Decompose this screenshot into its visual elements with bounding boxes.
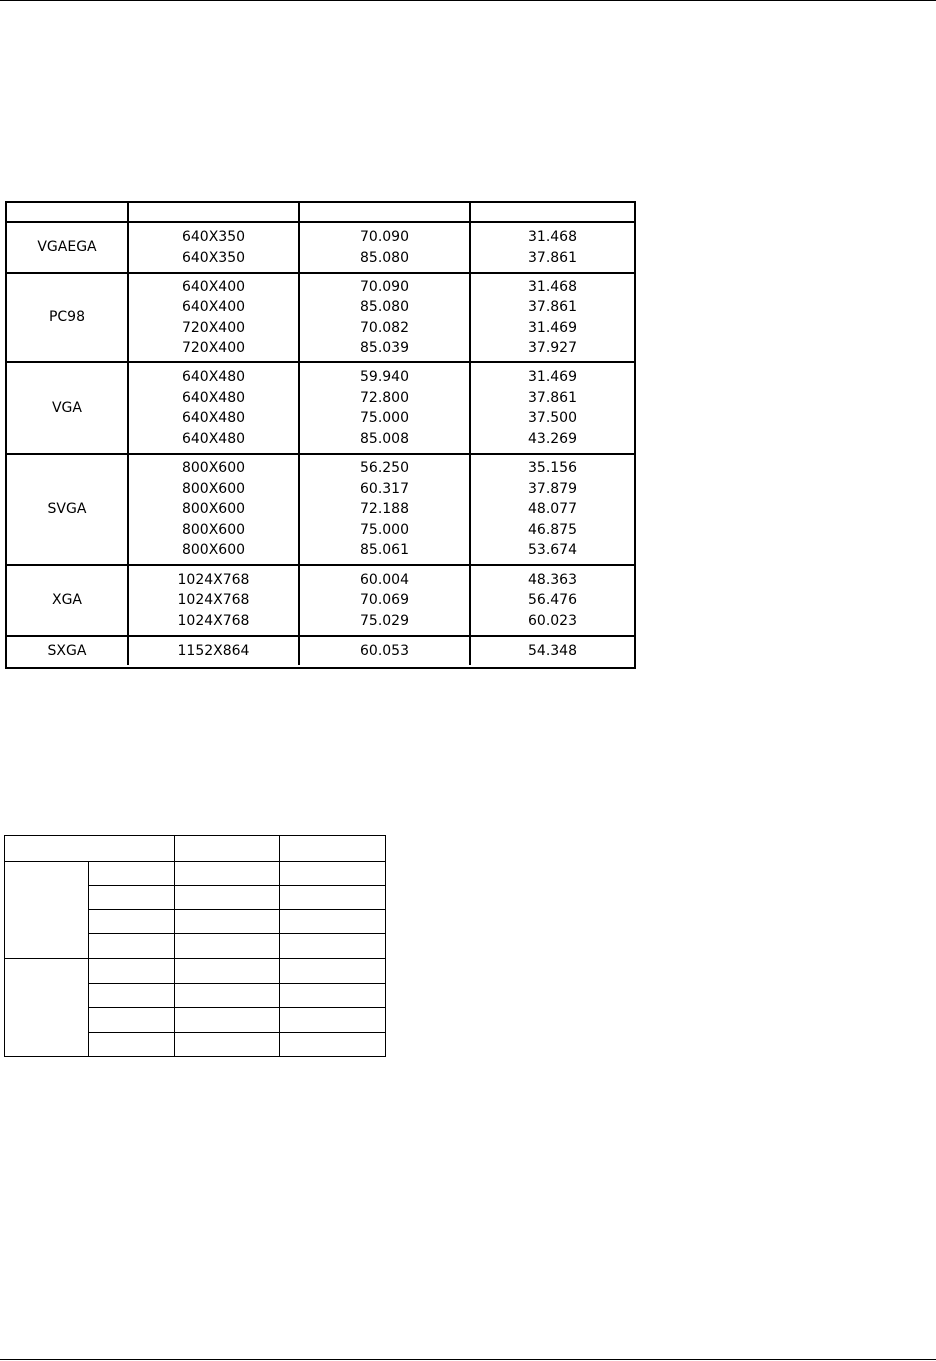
vertical-frequency-value: 85.080 xyxy=(360,249,409,266)
vertical-frequency-value: 70.082 xyxy=(360,319,409,336)
mode-cell xyxy=(7,455,129,564)
vertical-frequency-value: 85.080 xyxy=(360,299,409,315)
vertical-frequency-value: 85.039 xyxy=(360,340,409,356)
resolution-value: 640X480 xyxy=(181,430,246,447)
vertical-frequency-cell xyxy=(300,637,471,665)
vertical-frequency-value: 75.029 xyxy=(360,612,409,629)
mode-label: SXGA xyxy=(47,642,87,659)
table-header-row xyxy=(7,203,634,223)
vertical-frequency-value: 56.250 xyxy=(360,460,409,477)
bottom-rule xyxy=(0,1359,936,1360)
vertical-frequency-value: 70.090 xyxy=(360,278,409,295)
header-cell-mode xyxy=(7,203,129,221)
horizontal-frequency-value: 46.875 xyxy=(528,521,577,538)
mode-label: VGA xyxy=(51,399,82,416)
grid-line xyxy=(385,835,386,1057)
horizontal-frequency-cell xyxy=(471,637,634,665)
resolution-value: 800X600 xyxy=(181,460,246,477)
vertical-frequency-cell xyxy=(300,223,471,272)
resolution-value: 800X600 xyxy=(181,542,246,559)
horizontal-frequency-value: 53.674 xyxy=(528,542,577,559)
horizontal-frequency-value: 54.348 xyxy=(528,642,577,659)
resolution-value: 1024X768 xyxy=(177,571,250,588)
horizontal-frequency-value: 31.468 xyxy=(528,229,577,245)
resolution-cell xyxy=(129,274,300,361)
table-group xyxy=(7,566,634,637)
resolution-cell xyxy=(129,363,300,453)
resolution-value: 800X600 xyxy=(181,521,246,538)
vertical-frequency-value: 70.090 xyxy=(360,229,409,245)
horizontal-frequency-value: 37.879 xyxy=(528,480,577,497)
resolution-value: 640X400 xyxy=(181,278,246,295)
resolution-value: 640X480 xyxy=(181,410,246,426)
mode-label: SVGA xyxy=(47,501,87,518)
resolution-value: 720X400 xyxy=(181,319,246,336)
horizontal-frequency-value: 37.861 xyxy=(528,389,577,406)
mode-cell xyxy=(7,274,129,361)
grid-line xyxy=(88,983,386,984)
vertical-frequency-value: 60.004 xyxy=(360,571,409,588)
horizontal-frequency-value: 37.927 xyxy=(528,340,577,356)
horizontal-frequency-value: 43.269 xyxy=(528,430,577,447)
horizontal-frequency-value: 31.469 xyxy=(528,319,577,336)
horizontal-frequency-cell xyxy=(471,566,634,635)
vertical-frequency-value: 75.000 xyxy=(360,521,409,538)
grid-line xyxy=(4,1056,386,1057)
empty-grid-table xyxy=(4,835,386,1057)
resolution-value: 1024X768 xyxy=(177,592,250,609)
horizontal-frequency-value: 31.469 xyxy=(528,369,577,385)
horizontal-frequency-value: 56.476 xyxy=(528,592,577,609)
horizontal-frequency-value: 35.156 xyxy=(528,460,577,477)
horizontal-frequency-value: 37.861 xyxy=(528,249,577,266)
mode-cell xyxy=(7,363,129,453)
grid-line xyxy=(4,835,5,1057)
table-group xyxy=(7,223,634,274)
resolution-value: 720X400 xyxy=(181,340,246,356)
resolution-cell xyxy=(129,566,300,635)
resolution-cell xyxy=(129,223,300,272)
resolution-value: 1024X768 xyxy=(177,612,250,629)
mode-label: VGAEGA xyxy=(37,239,97,256)
header-cell-vertical-frequency xyxy=(300,203,471,221)
vertical-frequency-cell xyxy=(300,455,471,564)
table-group xyxy=(7,274,634,363)
vertical-frequency-value: 70.069 xyxy=(360,592,409,609)
grid-line xyxy=(88,909,386,910)
grid-line xyxy=(4,861,386,862)
mode-label: PC98 xyxy=(48,309,86,326)
horizontal-frequency-value: 60.023 xyxy=(528,612,577,629)
horizontal-frequency-value: 37.500 xyxy=(528,410,577,426)
vertical-frequency-value: 60.317 xyxy=(360,480,409,497)
grid-line xyxy=(88,933,386,934)
header-cell-horizontal-frequency xyxy=(471,203,634,221)
mode-label: XGA xyxy=(51,592,83,609)
vertical-frequency-cell xyxy=(300,274,471,361)
resolution-value: 640X350 xyxy=(181,229,246,245)
resolution-cell xyxy=(129,637,300,665)
horizontal-frequency-value: 48.363 xyxy=(528,571,577,588)
vertical-frequency-cell xyxy=(300,566,471,635)
horizontal-frequency-cell xyxy=(471,455,634,564)
table-group xyxy=(7,363,634,455)
vertical-frequency-value: 72.800 xyxy=(360,389,409,406)
header-cell-resolution xyxy=(129,203,300,221)
grid-line xyxy=(4,958,386,959)
mode-cell xyxy=(7,566,129,635)
grid-line xyxy=(88,1032,386,1033)
grid-line xyxy=(88,1007,386,1008)
vertical-frequency-value: 72.188 xyxy=(360,501,409,518)
horizontal-frequency-value: 37.861 xyxy=(528,299,577,315)
vertical-frequency-value: 59.940 xyxy=(360,369,409,385)
vertical-frequency-value: 85.061 xyxy=(360,542,409,559)
horizontal-frequency-value: 48.077 xyxy=(528,501,577,518)
grid-line xyxy=(174,835,175,1057)
grid-line xyxy=(88,885,386,886)
mode-cell xyxy=(7,637,129,665)
vertical-frequency-cell xyxy=(300,363,471,453)
mode-cell xyxy=(7,223,129,272)
resolution-value: 640X480 xyxy=(181,369,246,385)
table-group xyxy=(7,637,634,665)
vertical-frequency-value: 60.053 xyxy=(360,642,409,659)
vertical-frequency-value: 75.000 xyxy=(360,410,409,426)
grid-line xyxy=(4,835,386,836)
grid-line xyxy=(88,861,89,1057)
horizontal-frequency-value: 31.468 xyxy=(528,278,577,295)
timing-table xyxy=(5,201,636,669)
resolution-value: 1152X864 xyxy=(177,642,250,659)
horizontal-frequency-cell xyxy=(471,223,634,272)
grid-line xyxy=(279,835,280,1057)
resolution-value: 640X400 xyxy=(181,299,246,315)
resolution-value: 640X480 xyxy=(181,389,246,406)
horizontal-frequency-cell xyxy=(471,363,634,453)
resolution-value: 800X600 xyxy=(181,501,246,518)
resolution-value: 640X350 xyxy=(181,249,246,266)
resolution-cell xyxy=(129,455,300,564)
resolution-value: 800X600 xyxy=(181,480,246,497)
top-rule xyxy=(0,0,936,1)
horizontal-frequency-cell xyxy=(471,274,634,361)
table-group xyxy=(7,455,634,566)
vertical-frequency-value: 85.008 xyxy=(360,430,409,447)
